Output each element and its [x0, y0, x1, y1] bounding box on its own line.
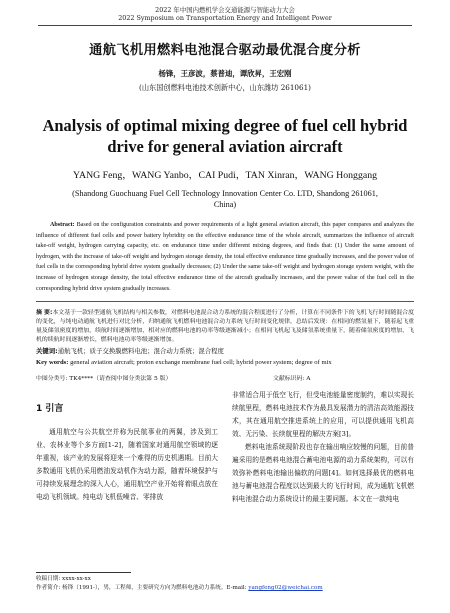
conference-name-en: 2022 Symposium on Transportation Energy and Intelligent Power — [118, 14, 332, 22]
footnote-author-text: 作者简介: 杨锋（1991-），男，工程师，主要研究方向为燃料电池动力系统。E-mail: — [36, 585, 249, 591]
intro-paragraph-left: 通用航空与公共航空并称为民航事业的两翼，涉及到工业、农林业等个多方面[1-2]，随着国家对通用航空领域的逐年重视，该产业的发展将迎来一个难得的历史机遇期。目前大多数通用飞机仍采用燃油发动机作为动力源，随着环境保护与可持续发展理念的深入人心，通用航空产业开始将着眼点放在电动飞机领域。纯电动飞机低噪音、零排放 — [36, 428, 218, 502]
keywords-en-text: general aviation aircraft; proton exchange membrane fuel cell; hybrid power system; degree of mix — [70, 359, 332, 367]
author-email-link[interactable]: yangfeng02@weichai.com — [248, 585, 323, 591]
affiliation-cn: (山东国创燃料电池技术创新中心，山东潍坊 261061) — [139, 83, 311, 92]
abstract-en-text: Based on the configuration constraints and power requirements of a light general aviation aircraft, this paper compares and analyzes the influence of different fuel cells and power battery hybridity on the effective endurance time of the whole aircraft, summarizes the influence of aircraft take-off weight, hydrogen carrying capacity, etc. on endurance time under different mixing degrees, and finds that: (1) Under the same amount of hydrogen, with the increase of take-off weight and hydrogen storage density, the total effective endurance time gradually increases, and the power value of fuel cells in the corresponding hybrid drive system gradually decreases; (2) Under the same take-off weight and hydrogen storage system weight, with the increase of hydrogen storage density, the total effective endurance time of the aircraft gradually increases, and the power value of the fuel cell in the corresponding hybrid drive system gradually increases. — [36, 222, 414, 292]
footnote-received: 收稿日期: xxxx-xx-xx — [36, 576, 91, 582]
keywords-cn — [36, 347, 414, 356]
paper-title-cn: 通航飞机用燃料电池混合驱动最优混合度分析 — [89, 43, 361, 58]
title-en-line2: drive for general aviation aircraft — [107, 137, 343, 156]
keywords-cn-label: 关键词: — [36, 347, 58, 356]
abstract-cn-label: 摘 要: — [36, 310, 53, 317]
keywords-en-label: Key words: — [36, 359, 69, 367]
body-right-column — [232, 389, 414, 506]
keywords-en — [36, 358, 414, 367]
authors-en: YANG Feng，WANG Yanbo，CAI Pudi，TAN Xinran，WANG Honggang — [73, 170, 377, 181]
body-columns — [36, 389, 414, 565]
affiliation-en: (Shandong Guochuang Fuel Cell Technology Innovation Center Co. LTD, Shandong 261061, China) — [72, 189, 378, 209]
body-left-column — [36, 389, 218, 504]
abstract-cn-text: 本文基于一款轻型通航飞机结构与相关参数，对燃料电池混合动力系统的混合程度进行了分析，计算在不同条件下的飞机飞行时间随混合度的变化，与纯电动通航飞机进行对比分析，归纳通航飞机燃料电池混合动力系统飞行时间变化规律，总结后发现：在相同的燃氢量下，随着起飞重量及储氢密度的增加，续航时间逐渐增加，相对应的燃料电池的功率等级逐渐减小；在相同飞机起飞及储氢系统重量下，随着储氢密度的增加，飞机的续航时间逐渐增长，燃料电池功率等级逐渐增加。 — [36, 310, 414, 343]
conference-name-cn: 2022 年中国内燃机学会交通能源与智能动力大会 — [155, 6, 295, 14]
page-header — [0, 0, 450, 26]
classification-row — [36, 373, 414, 383]
header-divider — [38, 25, 412, 26]
abstract-en-label: Abstract: — [50, 222, 75, 228]
abstract-en — [36, 220, 414, 294]
title-en-line1: Analysis of optimal mixing degree of fuel cell hybrid — [42, 116, 408, 135]
footnote-divider — [36, 572, 131, 573]
authors-cn: 杨锋，王彦波，蔡普迪，谭欣昇，王宏刚 — [158, 69, 292, 78]
document-code: 文献标识码: A — [273, 376, 311, 383]
keywords-cn-text: 通航飞机；质子交换膜燃料电池；混合动力系统；混合程度 — [57, 347, 224, 356]
section-heading-introduction: 1 引言 — [36, 404, 64, 415]
footnote-author — [36, 584, 323, 592]
clc-number: 中图分类号: TK4****（请查阅中图分类法第 5 版） — [36, 376, 172, 383]
abstract-divider — [36, 301, 414, 302]
intro-paragraph-right-1: 非常适合用于低空飞行，但受电池能量密度制约，难以实现长续航里程，燃料电池技术作为最具发展潜力的清洁高效能源技术，其在通用航空推进系统上的应用，可以提供通用飞机高效、无污染、长续航里程的解决方案[3]。 — [232, 391, 414, 439]
paper-title-en — [0, 115, 450, 157]
abstract-cn — [36, 309, 414, 344]
intro-paragraph-right-2: 燃料电池系统现阶段也存在输出响应较慢的问题，目前普遍采用的是燃料电池混合蓄电池电源的动力系统架构，可以有效弥补燃料电池输出偏软的问题[4]。如何选择最优的燃料电池与蓄电池混合程度以达到最大的飞行时间，成为通航飞机燃料电池混合动力系统设计的最主要问题。本文在一款纯电 — [232, 443, 414, 504]
